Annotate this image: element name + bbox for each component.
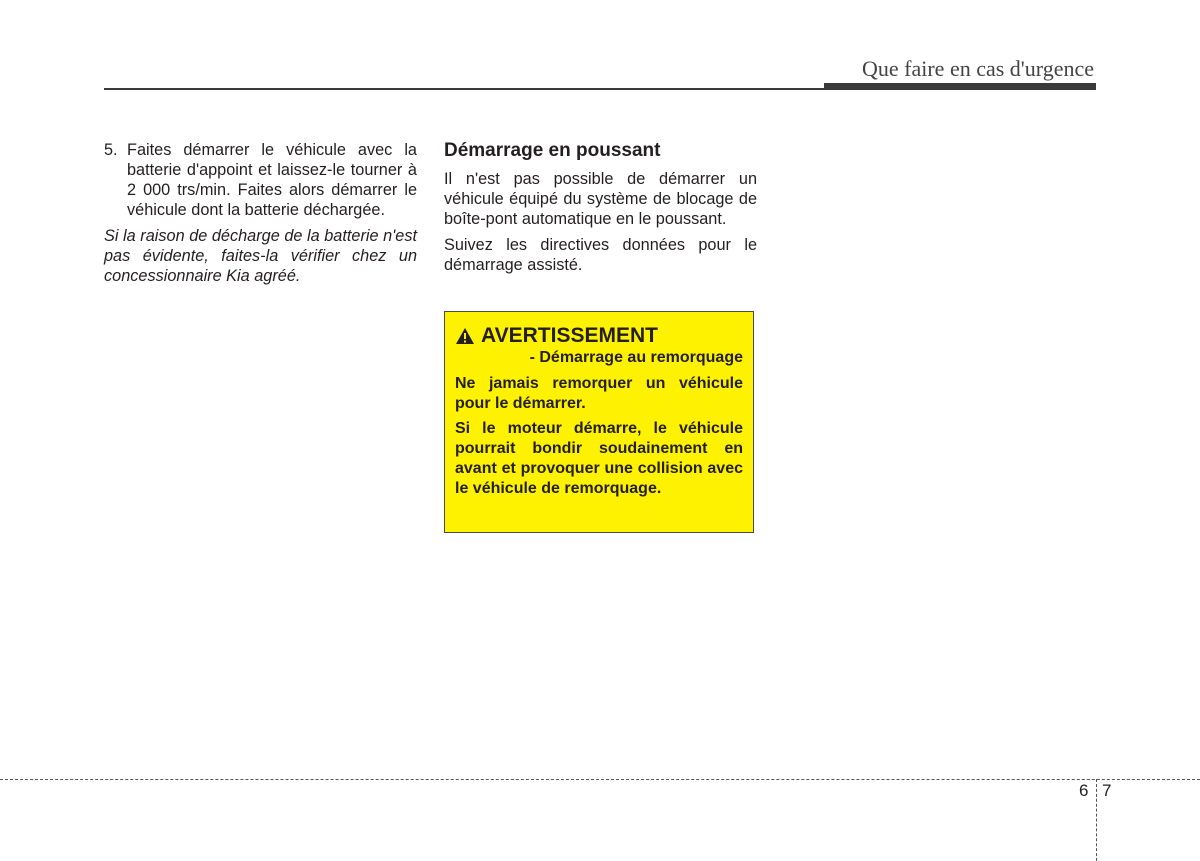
section-paragraph-1: Il n'est pas possible de démarrer un véhicule équipé du système de blocage de boîte-pont automatique en le poussant. bbox=[444, 170, 757, 228]
page-header-title: Que faire en cas d'urgence bbox=[862, 56, 1094, 81]
warning-paragraph-1: Ne jamais remorquer un véhicule pour le démarrer. bbox=[455, 375, 743, 412]
step-number: 5. bbox=[104, 141, 118, 159]
warning-title-row bbox=[455, 324, 743, 348]
warning-paragraph-2: Si le moteur démarre, le véhicule pourrait bondir soudainement en avant et provoquer une collision avec le véhicule de remorquage. bbox=[455, 420, 743, 497]
italic-note: Si la raison de décharge de la batterie n'est pas évidente, faites-la vérifier chez un concessionnaire Kia agréé. bbox=[104, 227, 417, 285]
step-item bbox=[104, 140, 417, 220]
page-chapter-number: 6 bbox=[1079, 781, 1089, 800]
footer-dashed-line bbox=[0, 779, 1200, 780]
section-heading: Démarrage en poussant bbox=[444, 140, 661, 161]
step-text: Faites démarrer le véhicule avec la batterie d'appoint et laissez-le tourner à 2 000 trs/min. Faites alors démarrer le véhicule dont la batterie déchargée. bbox=[127, 141, 417, 219]
page-number: 7 bbox=[1102, 781, 1112, 800]
warning-triangle-icon bbox=[455, 327, 475, 345]
warning-subtitle: - Démarrage au remorquage bbox=[529, 349, 743, 366]
section-paragraph-2: Suivez les directives données pour le démarrage assisté. bbox=[444, 236, 757, 274]
warning-title: AVERTISSEMENT bbox=[481, 324, 658, 347]
left-column bbox=[104, 140, 417, 286]
warning-box bbox=[444, 311, 754, 533]
footer-dashed-divider bbox=[1096, 779, 1097, 861]
right-column bbox=[444, 140, 757, 281]
header-rule-thin bbox=[104, 88, 826, 90]
header-rule-thick bbox=[824, 83, 1096, 90]
